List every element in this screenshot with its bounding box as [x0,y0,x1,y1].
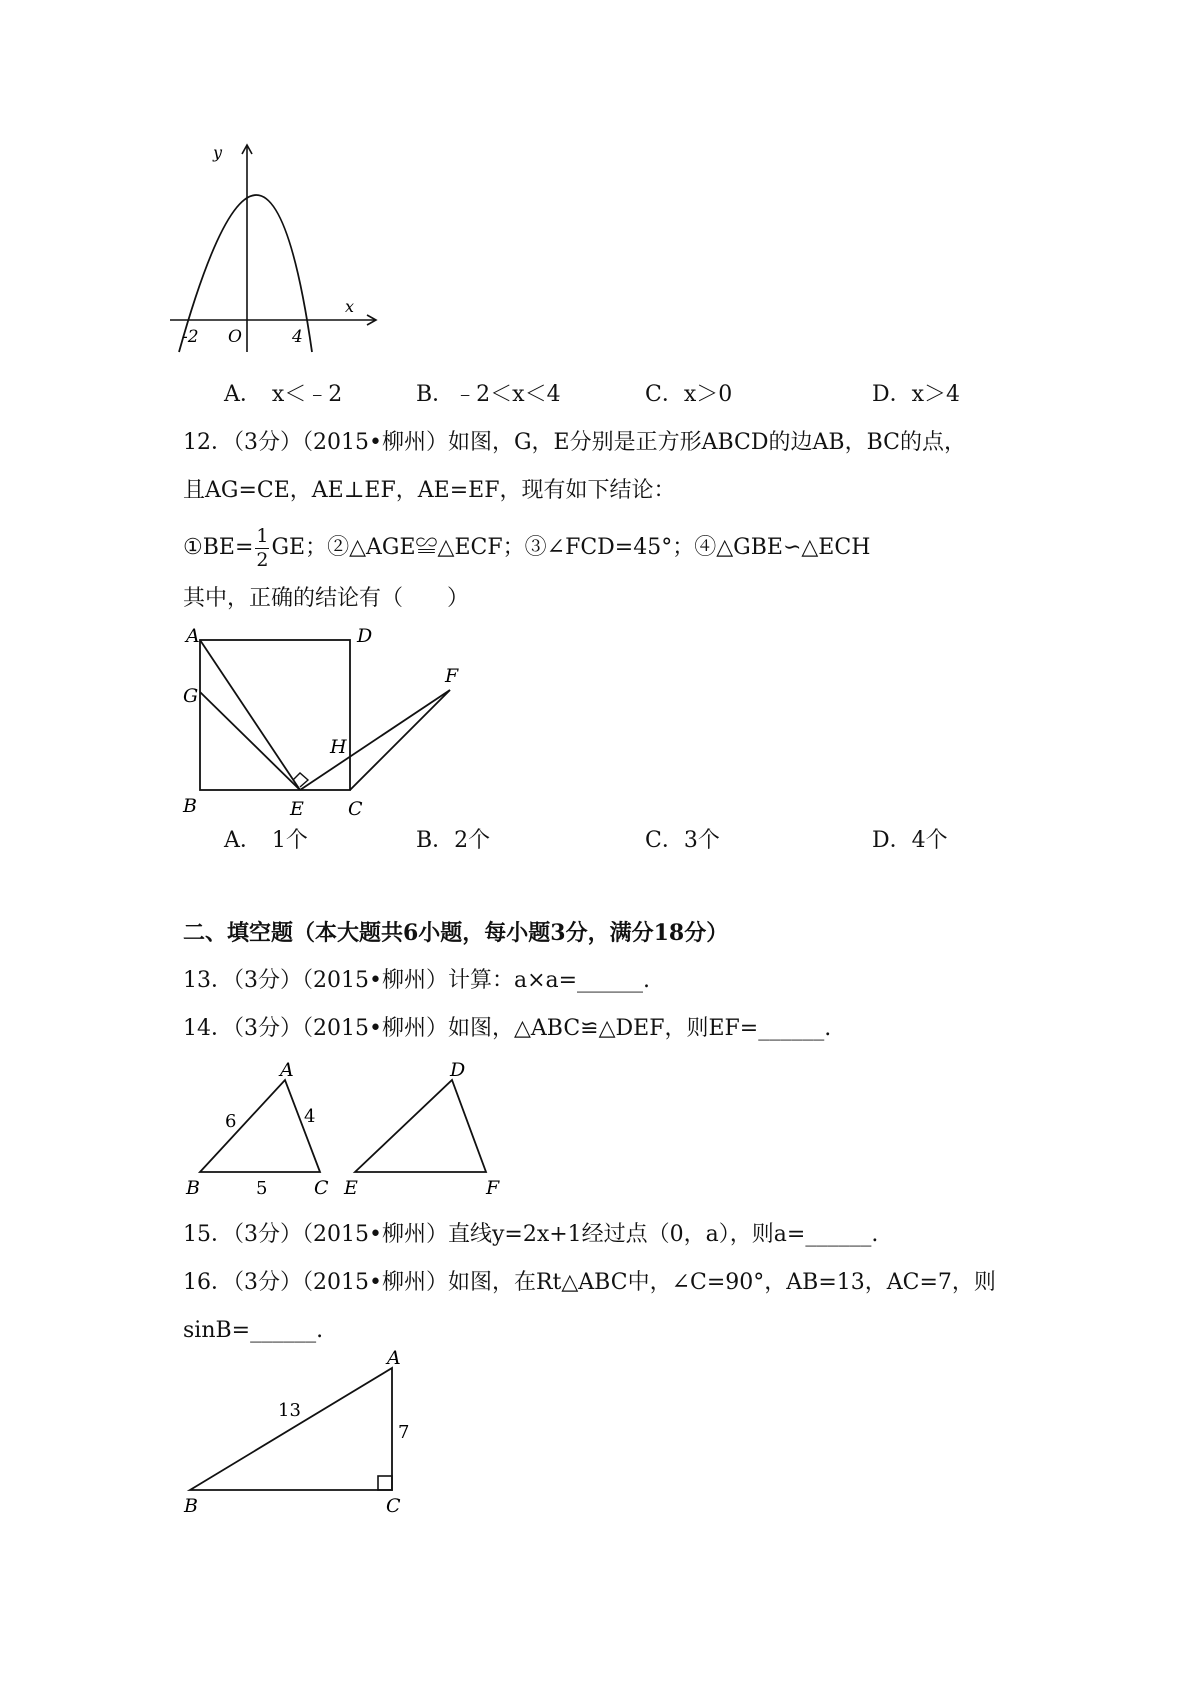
label-c: C [348,798,363,820]
q12-line-4: 其中，正确的结论有（ ） [183,586,470,611]
label-e: E [344,1177,358,1199]
label-g: G [183,685,199,707]
right-triangle-figure [180,1348,420,1518]
label-e: E [290,798,304,820]
side-ab-length: 6 [225,1111,237,1132]
section-2-title: 二、填空题（本大题共6小题，每小题3分，满分18分） [183,920,729,946]
right-angle-mark-icon [378,1476,392,1490]
label-f: F [486,1177,500,1199]
label-a: A [387,1348,401,1369]
label-d: D [357,625,373,647]
label-c: C [386,1495,401,1517]
side-bc-length: 5 [256,1178,268,1199]
segment-ae [200,640,300,790]
triangle-def [355,1080,486,1172]
segment-ge [200,692,300,790]
parabola-graph [170,140,400,355]
side-ac-length: 4 [304,1106,316,1127]
q12-choice-c[interactable]: C．3个 [645,828,720,853]
root-left-label: -2 [182,327,199,347]
label-b: B [186,1177,200,1199]
segment-cf [350,690,450,790]
label-h: H [330,736,347,758]
label-d: D [450,1060,466,1081]
q12-line-1: 12．（3分）（2015•柳州）如图，G，E分别是正方形ABCD的边AB，BC的点， [183,430,966,455]
label-b: B [183,795,197,817]
triangle-abc [200,1080,320,1172]
side-ab-length: 13 [278,1400,301,1421]
label-b: B [184,1495,198,1517]
q16-line-2: sinB=______. [183,1318,324,1343]
y-axis-label: y [213,143,223,162]
congruent-triangles-figure [180,1060,520,1200]
q12-conclusions: ①BE= $\frac{1}{2}$ GE；②△AGE≌△ECF；③∠FCD=45°；④△GBE∽△ECH [183,524,871,571]
fraction-one-half: $\frac{1}{2}$ [256,524,269,571]
q12-choice-b[interactable]: B．2个 [416,828,491,853]
q12-choice-a[interactable]: A． 1个 [224,828,308,853]
square-figure [180,620,470,820]
q12-choice-d[interactable]: D．4个 [872,828,948,853]
triangle-abc [190,1368,392,1490]
q11-choice-c[interactable]: C．x＞0 [645,382,733,407]
q13-text: 13．（3分）（2015•柳州）计算：a×a=______. [183,968,651,993]
side-ac-length: 7 [398,1422,410,1443]
q15-text: 15．（3分）（2015•柳州）直线y=2x+1经过点（0，a），则a=______. [183,1222,879,1247]
x-axis-label: x [345,297,355,316]
q11-choice-d[interactable]: D．x＞4 [872,382,961,407]
label-c: C [314,1177,329,1199]
q14-text: 14．（3分）（2015•柳州）如图，△ABC≌△DEF，则EF=______. [183,1016,832,1041]
q11-choice-a[interactable]: A． x＜﹣2 [224,382,343,407]
label-a: A [280,1060,294,1081]
q11-choice-b[interactable]: B．﹣2＜x＜4 [416,382,561,407]
q16-line-1: 16．（3分）（2015•柳州）如图，在Rt△ABC中，∠C=90°，AB=13，AC=7，则 [183,1270,996,1295]
segment-ef [300,690,450,790]
q12-line-2: 且AG=CE，AE⊥EF，AE=EF，现有如下结论： [183,478,676,503]
label-f: F [445,665,459,687]
origin-label: O [228,327,242,347]
label-a: A [186,625,200,647]
root-right-label: 4 [292,327,303,347]
